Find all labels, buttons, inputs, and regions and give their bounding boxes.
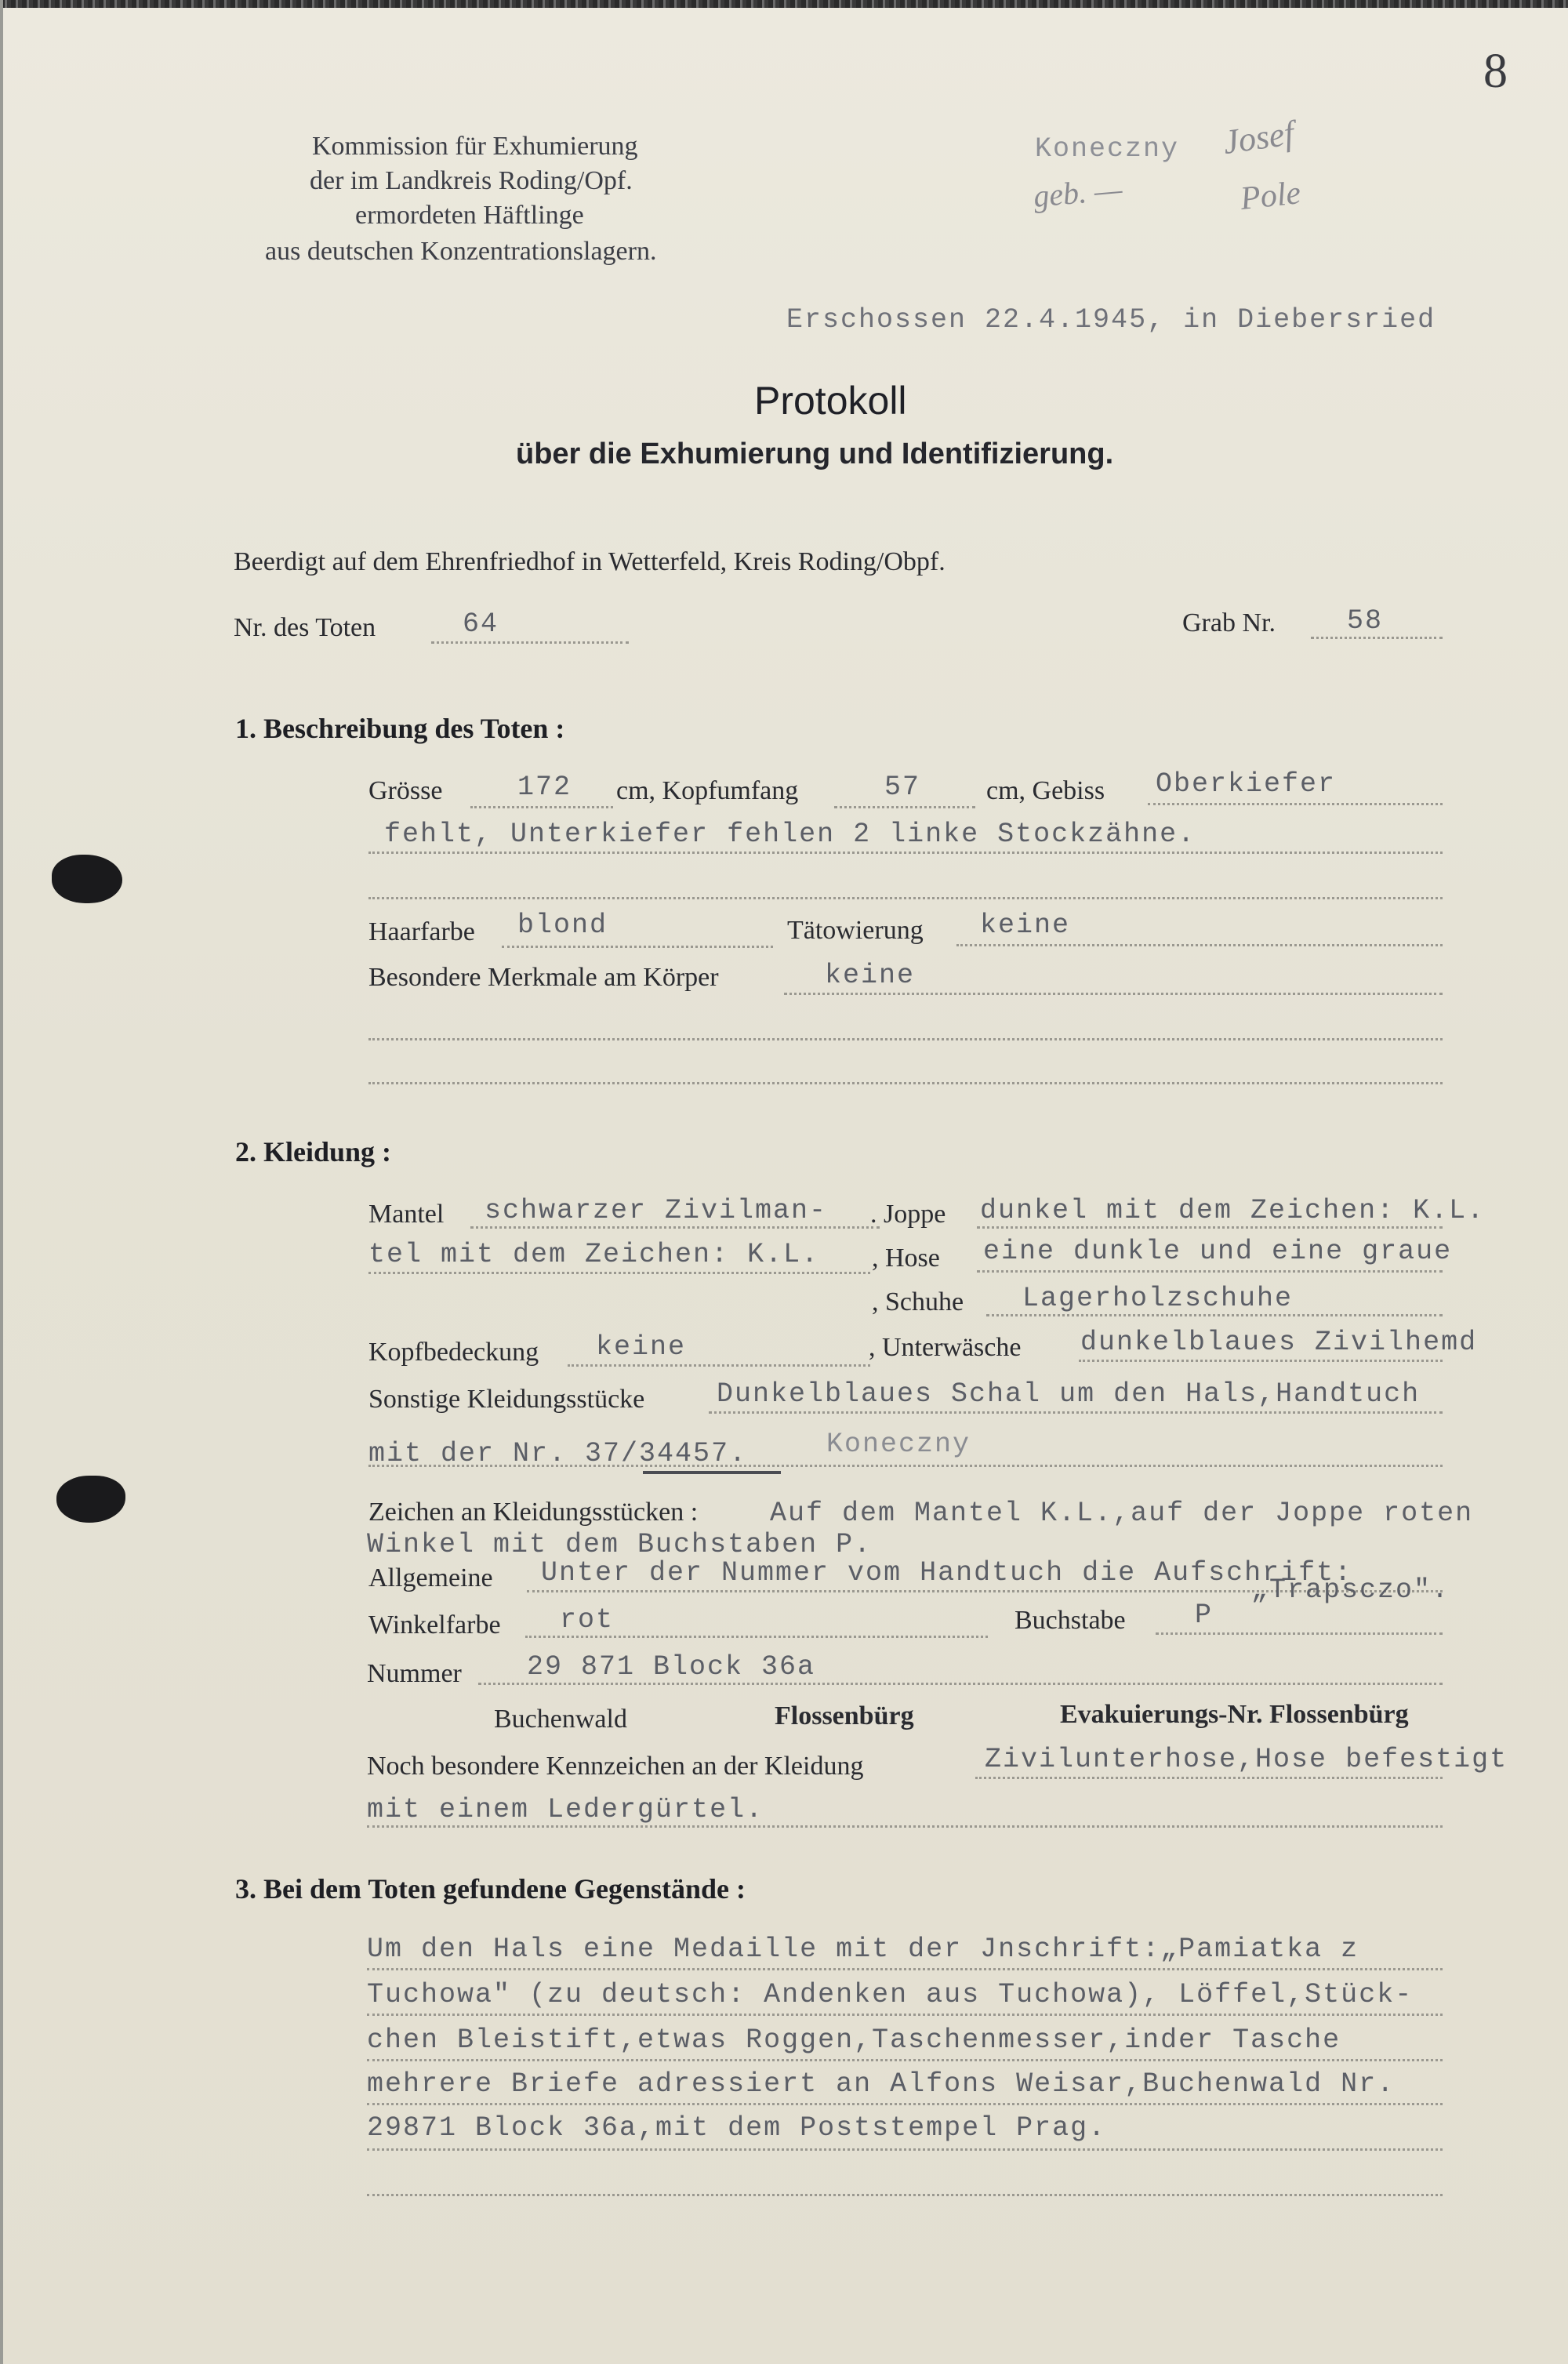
other-clothing-continued: mit der Nr. 37/34457. xyxy=(368,1438,748,1469)
dead-number-value: 64 xyxy=(463,608,499,640)
teeth-value-continued: fehlt, Unterkiefer fehlen 2 linke Stockzähne. xyxy=(384,819,1196,850)
clothing-marks-label: Zeichen an Kleidungsstücken : xyxy=(368,1498,699,1527)
evacuation-number: Evakuierungs-Nr. Flossenbürg xyxy=(1060,1700,1409,1729)
shot-line: Erschossen 22.4.1945, in Diebersried xyxy=(786,304,1436,336)
burial-line: Beerdigt auf dem Ehrenfriedhof in Wetterfeld, Kreis Roding/Obpf. xyxy=(234,547,946,576)
headwear-value: keine xyxy=(596,1331,687,1363)
underwear-value: dunkelblaues Zivilhemd xyxy=(1080,1327,1478,1358)
height-label: Grösse xyxy=(368,776,443,805)
head-circumference-value: 57 xyxy=(884,772,921,803)
shoes-label: , Schuhe xyxy=(872,1287,964,1316)
other-clothing-label: Sonstige Kleidungsstücke xyxy=(368,1385,645,1414)
other-marks-value: Zivilunterhose,Hose befestigt xyxy=(985,1744,1508,1775)
commission-line-1: Kommission für Exhumierung xyxy=(312,132,638,161)
found-items-line-1: Um den Hals eine Medaille mit der Jnschrift:„Pamiatka z xyxy=(367,1934,1359,1965)
handwritten-born: geb. — xyxy=(1032,171,1124,214)
commission-line-2: der im Landkreis Roding/Opf. xyxy=(310,166,633,195)
head-circumference-label: cm, Kopfumfang xyxy=(616,776,799,805)
triangle-color-value: rot xyxy=(560,1604,615,1636)
scan-edge-top xyxy=(0,0,1568,8)
general-value-extra: „Trapsczo". xyxy=(1251,1574,1450,1606)
hair-color-value: blond xyxy=(517,910,608,941)
number-label: Nummer xyxy=(367,1659,462,1688)
other-clothing-value: Dunkelblaues Schal um den Hals,Handtuch xyxy=(717,1378,1421,1410)
trousers-value: eine dunkle und eine graue xyxy=(983,1236,1453,1267)
found-items-line-5: 29871 Block 36a,mit dem Poststempel Prag. xyxy=(367,2112,1107,2144)
found-items-line-2: Tuchowa" (zu deutsch: Andenken aus Tuchowa), Löffel,Stück- xyxy=(367,1979,1414,2010)
handwritten-nationality: Pole xyxy=(1238,175,1303,217)
commission-line-4: aus deutschen Konzentrationslagern. xyxy=(265,237,657,266)
teeth-label: cm, Gebiss xyxy=(986,776,1105,805)
section-3-heading: 3. Bei dem Toten gefundene Gegenstände : xyxy=(235,1873,746,1905)
other-marks-label: Noch besondere Kennzeichen an der Kleidung xyxy=(367,1752,864,1781)
underwear-label: , Unterwäsche xyxy=(869,1333,1022,1362)
other-clothing-name: Koneczny xyxy=(826,1429,971,1460)
typed-surname: Koneczny xyxy=(1035,133,1180,165)
shoes-value: Lagerholzschuhe xyxy=(1022,1283,1294,1314)
triangle-color-label: Winkelfarbe xyxy=(368,1610,501,1640)
headwear-label: Kopfbedeckung xyxy=(368,1338,539,1367)
clothing-marks-value: Auf dem Mantel K.L.,auf der Joppe roten xyxy=(770,1498,1474,1529)
tattoo-label: Tätowierung xyxy=(787,916,924,945)
page-number: 8 xyxy=(1483,45,1508,98)
marks-label: Besondere Merkmale am Körper xyxy=(368,963,719,992)
letter-label: Buchstabe xyxy=(1014,1606,1126,1635)
page-title: Protokoll xyxy=(754,379,907,423)
number-value: 29 871 Block 36a xyxy=(527,1651,816,1683)
general-value: Unter der Nummer vom Handtuch die Aufschrift: xyxy=(541,1557,1353,1589)
scan-edge-left xyxy=(0,0,3,2364)
commission-line-3: ermordeten Häftlinge xyxy=(355,201,584,230)
teeth-value: Oberkiefer xyxy=(1156,768,1337,800)
dead-number-label: Nr. des Toten xyxy=(234,613,376,642)
section-2-heading: 2. Kleidung : xyxy=(235,1136,392,1167)
coat-value: schwarzer Zivilman- xyxy=(485,1195,828,1226)
grave-number-label: Grab Nr. xyxy=(1182,608,1276,637)
camp-buchenwald: Buchenwald xyxy=(494,1705,627,1734)
punch-hole-lower xyxy=(56,1476,125,1523)
coat-label: Mantel xyxy=(368,1200,445,1229)
camp-flossenbuerg: Flossenbürg xyxy=(775,1701,914,1730)
punch-hole-upper xyxy=(52,855,122,903)
trousers-label: , Hose xyxy=(872,1244,940,1273)
handwritten-first-name: Josef xyxy=(1221,113,1297,162)
other-marks-continued: mit einem Ledergürtel. xyxy=(367,1794,764,1825)
clothing-marks-continued: Winkel mit dem Buchstaben P. xyxy=(367,1529,873,1560)
section-1-heading: 1. Beschreibung des Toten : xyxy=(235,713,565,744)
hair-color-label: Haarfarbe xyxy=(368,917,475,946)
jacket-label: . Joppe xyxy=(870,1200,946,1229)
jacket-value: dunkel mit dem Zeichen: K.L. xyxy=(980,1195,1486,1226)
general-label: Allgemeine xyxy=(368,1563,493,1592)
found-items-line-3: chen Bleistift,etwas Roggen,Taschenmesser,inder Tasche xyxy=(367,2024,1341,2056)
height-value: 172 xyxy=(517,772,572,803)
tattoo-value: keine xyxy=(980,910,1071,941)
grave-number-value: 58 xyxy=(1347,605,1384,637)
page-subtitle: über die Exhumierung und Identifizierung. xyxy=(516,438,1114,470)
coat-value-continued: tel mit dem Zeichen: K.L. xyxy=(368,1239,820,1270)
found-items-line-4: mehrere Briefe adressiert an Alfons Weisar,Buchenwald Nr. xyxy=(367,2068,1396,2100)
letter-value: P xyxy=(1195,1600,1214,1631)
marks-value: keine xyxy=(825,960,916,991)
underline-mark xyxy=(643,1471,781,1474)
